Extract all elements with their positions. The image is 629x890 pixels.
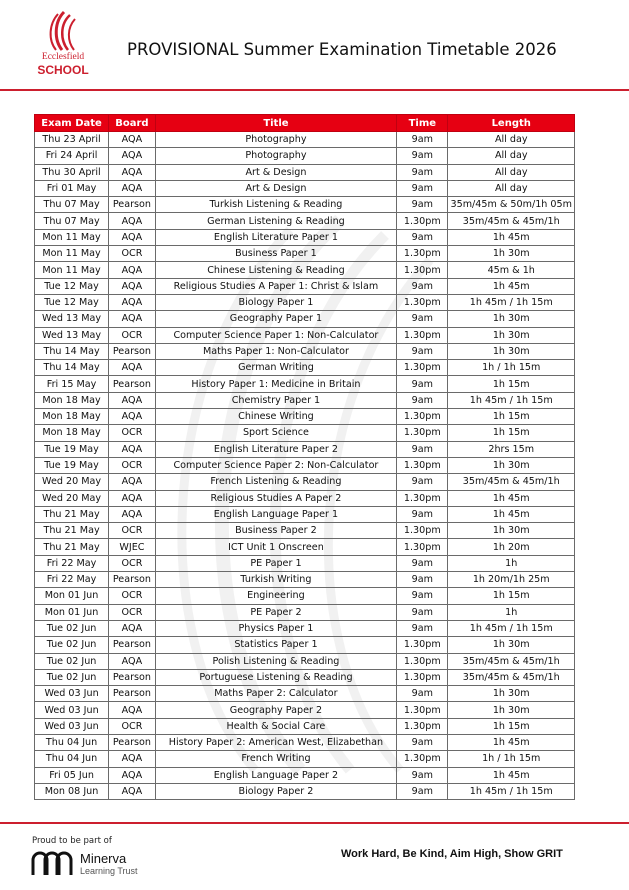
board-cell: AQA [109, 506, 156, 522]
board-cell: OCR [109, 327, 156, 343]
table-row [35, 555, 575, 571]
column-header-length: Length [448, 115, 575, 132]
exam-date-cell: Thu 21 May [35, 506, 109, 522]
table-row [35, 311, 575, 327]
table-row [35, 767, 575, 783]
exam-date-cell: Wed 13 May [35, 311, 109, 327]
table-row [35, 702, 575, 718]
table-row [35, 294, 575, 310]
time-cell: 9am [397, 572, 448, 588]
title-cell: ICT Unit 1 Onscreen [155, 539, 396, 555]
exam-date-cell: Tue 19 May [35, 441, 109, 457]
exam-date-cell: Tue 02 Jun [35, 620, 109, 636]
table-row [35, 180, 575, 196]
board-cell: AQA [109, 620, 156, 636]
board-cell: AQA [109, 180, 156, 196]
time-cell: 9am [397, 686, 448, 702]
board-cell: AQA [109, 751, 156, 767]
table-row [35, 262, 575, 278]
exam-timetable [34, 114, 575, 800]
table-row [35, 213, 575, 229]
time-cell: 1.30pm [397, 751, 448, 767]
school-logo [32, 10, 94, 80]
time-cell: 9am [397, 620, 448, 636]
time-cell: 1.30pm [397, 490, 448, 506]
exam-date-cell: Thu 21 May [35, 523, 109, 539]
time-cell: 9am [397, 311, 448, 327]
title-cell: Sport Science [155, 425, 396, 441]
time-cell: 1.30pm [397, 457, 448, 473]
length-cell: 1h / 1h 15m [448, 360, 575, 376]
title-cell: History Paper 2: American West, Elizabethan [155, 734, 396, 750]
table-row [35, 360, 575, 376]
trust-name: Minerva [80, 851, 127, 866]
length-cell: 1h 15m [448, 409, 575, 425]
title-cell: Physics Paper 1 [155, 620, 396, 636]
exam-date-cell: Thu 04 Jun [35, 734, 109, 750]
column-header-board: Board [109, 115, 156, 132]
exam-date-cell: Wed 03 Jun [35, 718, 109, 734]
length-cell: 35m/45m & 45m/1h [448, 653, 575, 669]
table-row [35, 197, 575, 213]
board-cell: AQA [109, 702, 156, 718]
time-cell: 1.30pm [397, 409, 448, 425]
title-cell: French Listening & Reading [155, 474, 396, 490]
time-cell: 1.30pm [397, 523, 448, 539]
time-cell: 1.30pm [397, 294, 448, 310]
length-cell: 1h 45m / 1h 15m [448, 620, 575, 636]
title-cell: Photography [155, 132, 396, 148]
exam-date-cell: Fri 05 Jun [35, 767, 109, 783]
title-cell: Religious Studies A Paper 1: Christ & Islam [155, 278, 396, 294]
length-cell: 1h 15m [448, 718, 575, 734]
title-cell: German Writing [155, 360, 396, 376]
exam-date-cell: Tue 19 May [35, 457, 109, 473]
exam-date-cell: Fri 01 May [35, 180, 109, 196]
title-cell: Maths Paper 2: Calculator [155, 686, 396, 702]
length-cell: 1h 30m [448, 702, 575, 718]
title-cell: Health & Social Care [155, 718, 396, 734]
length-cell: 1h 30m [448, 457, 575, 473]
title-cell: Statistics Paper 1 [155, 637, 396, 653]
board-cell: OCR [109, 246, 156, 262]
column-header-exam-date: Exam Date [35, 115, 109, 132]
board-cell: Pearson [109, 734, 156, 750]
table-row [35, 376, 575, 392]
proud-text: Proud to be part of [32, 836, 112, 846]
table-row [35, 457, 575, 473]
title-cell: Turkish Writing [155, 572, 396, 588]
title-cell: English Literature Paper 2 [155, 441, 396, 457]
time-cell: 1.30pm [397, 360, 448, 376]
exam-date-cell: Thu 30 April [35, 164, 109, 180]
time-cell: 9am [397, 229, 448, 245]
length-cell: All day [448, 132, 575, 148]
exam-date-cell: Mon 11 May [35, 246, 109, 262]
title-cell: History Paper 1: Medicine in Britain [155, 376, 396, 392]
exam-date-cell: Mon 01 Jun [35, 604, 109, 620]
length-cell: 1h [448, 555, 575, 571]
length-cell: 1h 45m [448, 229, 575, 245]
board-cell: AQA [109, 767, 156, 783]
table-row [35, 343, 575, 359]
table-row [35, 490, 575, 506]
title-cell: Chemistry Paper 1 [155, 392, 396, 408]
time-cell: 1.30pm [397, 653, 448, 669]
length-cell: 1h 45m / 1h 15m [448, 294, 575, 310]
board-cell: AQA [109, 229, 156, 245]
table-row [35, 653, 575, 669]
title-cell: Engineering [155, 588, 396, 604]
time-cell: 9am [397, 588, 448, 604]
board-cell: AQA [109, 360, 156, 376]
table-header-row [35, 115, 575, 132]
length-cell: 1h 15m [448, 425, 575, 441]
exam-date-cell: Wed 20 May [35, 490, 109, 506]
exam-date-cell: Tue 02 Jun [35, 653, 109, 669]
board-cell: AQA [109, 294, 156, 310]
table-row [35, 148, 575, 164]
title-cell: Photography [155, 148, 396, 164]
time-cell: 9am [397, 164, 448, 180]
title-cell: Geography Paper 1 [155, 311, 396, 327]
title-cell: Religious Studies A Paper 2 [155, 490, 396, 506]
board-cell: Pearson [109, 686, 156, 702]
exam-date-cell: Wed 13 May [35, 327, 109, 343]
board-cell: AQA [109, 148, 156, 164]
exam-date-cell: Mon 01 Jun [35, 588, 109, 604]
length-cell: 1h 45m [448, 490, 575, 506]
minerva-mark-icon [31, 850, 75, 876]
title-cell: Polish Listening & Reading [155, 653, 396, 669]
board-cell: AQA [109, 474, 156, 490]
table-row [35, 327, 575, 343]
table-row [35, 783, 575, 799]
board-cell: OCR [109, 425, 156, 441]
length-cell: 35m/45m & 50m/1h 05m [448, 197, 575, 213]
board-cell: AQA [109, 132, 156, 148]
time-cell: 9am [397, 783, 448, 799]
length-cell: All day [448, 180, 575, 196]
exam-date-cell: Wed 03 Jun [35, 702, 109, 718]
board-cell: AQA [109, 164, 156, 180]
table-row [35, 718, 575, 734]
title-cell: Portuguese Listening & Reading [155, 669, 396, 685]
column-header-time: Time [397, 115, 448, 132]
exam-date-cell: Fri 24 April [35, 148, 109, 164]
table-row [35, 278, 575, 294]
length-cell: All day [448, 148, 575, 164]
exam-date-cell: Mon 18 May [35, 425, 109, 441]
length-cell: 35m/45m & 45m/1h [448, 669, 575, 685]
time-cell: 9am [397, 343, 448, 359]
title-cell: Biology Paper 2 [155, 783, 396, 799]
length-cell: 1h 30m [448, 637, 575, 653]
exam-date-cell: Thu 07 May [35, 197, 109, 213]
table-row [35, 588, 575, 604]
title-cell: English Language Paper 2 [155, 767, 396, 783]
board-cell: AQA [109, 490, 156, 506]
exam-date-cell: Fri 22 May [35, 555, 109, 571]
column-header-title: Title [155, 115, 396, 132]
time-cell: 9am [397, 376, 448, 392]
length-cell: 1h 30m [448, 246, 575, 262]
table-row [35, 506, 575, 522]
title-cell: Art & Design [155, 180, 396, 196]
time-cell: 9am [397, 197, 448, 213]
title-cell: English Literature Paper 1 [155, 229, 396, 245]
table-row [35, 246, 575, 262]
time-cell: 9am [397, 555, 448, 571]
time-cell: 1.30pm [397, 702, 448, 718]
board-cell: Pearson [109, 376, 156, 392]
page-header [0, 0, 629, 92]
board-cell: AQA [109, 392, 156, 408]
length-cell: All day [448, 164, 575, 180]
table-row [35, 637, 575, 653]
table-row [35, 572, 575, 588]
board-cell: OCR [109, 604, 156, 620]
board-cell: OCR [109, 588, 156, 604]
exam-date-cell: Fri 22 May [35, 572, 109, 588]
footer-divider [0, 822, 629, 824]
school-town-name: Ecclesfield [41, 52, 85, 62]
length-cell: 1h 45m / 1h 15m [448, 783, 575, 799]
length-cell: 1h 30m [448, 523, 575, 539]
table-row [35, 441, 575, 457]
time-cell: 1.30pm [397, 637, 448, 653]
school-word: SCHOOL [37, 63, 89, 77]
time-cell: 1.30pm [397, 539, 448, 555]
title-cell: PE Paper 1 [155, 555, 396, 571]
title-cell: Turkish Listening & Reading [155, 197, 396, 213]
length-cell: 35m/45m & 45m/1h [448, 474, 575, 490]
title-cell: Chinese Listening & Reading [155, 262, 396, 278]
length-cell: 1h 20m [448, 539, 575, 555]
board-cell: OCR [109, 457, 156, 473]
time-cell: 9am [397, 132, 448, 148]
time-cell: 9am [397, 506, 448, 522]
exam-date-cell: Wed 20 May [35, 474, 109, 490]
school-motto: Work Hard, Be Kind, Aim High, Show GRIT [341, 848, 563, 860]
board-cell: AQA [109, 278, 156, 294]
length-cell: 35m/45m & 45m/1h [448, 213, 575, 229]
table-row [35, 474, 575, 490]
time-cell: 9am [397, 148, 448, 164]
time-cell: 1.30pm [397, 262, 448, 278]
exam-date-cell: Mon 08 Jun [35, 783, 109, 799]
exam-date-cell: Mon 11 May [35, 262, 109, 278]
board-cell: AQA [109, 653, 156, 669]
time-cell: 9am [397, 604, 448, 620]
length-cell: 1h 15m [448, 376, 575, 392]
table-row [35, 604, 575, 620]
length-cell: 1h 15m [448, 588, 575, 604]
board-cell: AQA [109, 409, 156, 425]
exam-date-cell: Mon 11 May [35, 229, 109, 245]
header-divider [0, 89, 629, 91]
length-cell: 2hrs 15m [448, 441, 575, 457]
table-row [35, 164, 575, 180]
table-row [35, 669, 575, 685]
length-cell: 1h [448, 604, 575, 620]
length-cell: 1h 45m [448, 278, 575, 294]
board-cell: OCR [109, 718, 156, 734]
title-cell: Geography Paper 2 [155, 702, 396, 718]
exam-date-cell: Tue 12 May [35, 278, 109, 294]
exam-date-cell: Tue 12 May [35, 294, 109, 310]
exam-date-cell: Fri 15 May [35, 376, 109, 392]
length-cell: 1h 45m [448, 767, 575, 783]
table-row [35, 392, 575, 408]
table-body [35, 132, 575, 800]
length-cell: 1h 20m/1h 25m [448, 572, 575, 588]
title-cell: German Listening & Reading [155, 213, 396, 229]
page-footer [0, 822, 629, 890]
exam-date-cell: Thu 14 May [35, 360, 109, 376]
title-cell: Computer Science Paper 2: Non-Calculator [155, 457, 396, 473]
board-cell: AQA [109, 441, 156, 457]
length-cell: 1h / 1h 15m [448, 751, 575, 767]
time-cell: 9am [397, 474, 448, 490]
time-cell: 1.30pm [397, 327, 448, 343]
time-cell: 1.30pm [397, 425, 448, 441]
board-cell: AQA [109, 213, 156, 229]
exam-date-cell: Mon 18 May [35, 392, 109, 408]
title-cell: Biology Paper 1 [155, 294, 396, 310]
length-cell: 1h 45m [448, 506, 575, 522]
time-cell: 9am [397, 392, 448, 408]
time-cell: 9am [397, 734, 448, 750]
board-cell: AQA [109, 262, 156, 278]
table-row [35, 229, 575, 245]
table-row [35, 409, 575, 425]
table-row [35, 523, 575, 539]
length-cell: 1h 30m [448, 311, 575, 327]
time-cell: 9am [397, 441, 448, 457]
table-row [35, 132, 575, 148]
exam-date-cell: Thu 21 May [35, 539, 109, 555]
time-cell: 1.30pm [397, 213, 448, 229]
time-cell: 9am [397, 278, 448, 294]
title-cell: French Writing [155, 751, 396, 767]
length-cell: 1h 45m [448, 734, 575, 750]
time-cell: 1.30pm [397, 246, 448, 262]
board-cell: OCR [109, 523, 156, 539]
table-row [35, 734, 575, 750]
board-cell: Pearson [109, 343, 156, 359]
title-cell: PE Paper 2 [155, 604, 396, 620]
board-cell: OCR [109, 555, 156, 571]
length-cell: 45m & 1h [448, 262, 575, 278]
board-cell: AQA [109, 311, 156, 327]
board-cell: Pearson [109, 669, 156, 685]
time-cell: 9am [397, 767, 448, 783]
exam-date-cell: Thu 14 May [35, 343, 109, 359]
exam-date-cell: Tue 02 Jun [35, 637, 109, 653]
exam-date-cell: Thu 04 Jun [35, 751, 109, 767]
length-cell: 1h 30m [448, 343, 575, 359]
length-cell: 1h 30m [448, 686, 575, 702]
table-row [35, 751, 575, 767]
exam-date-cell: Tue 02 Jun [35, 669, 109, 685]
board-cell: Pearson [109, 197, 156, 213]
exam-date-cell: Mon 18 May [35, 409, 109, 425]
board-cell: Pearson [109, 637, 156, 653]
title-cell: Maths Paper 1: Non-Calculator [155, 343, 396, 359]
table-row [35, 425, 575, 441]
title-cell: Art & Design [155, 164, 396, 180]
time-cell: 1.30pm [397, 718, 448, 734]
title-cell: English Language Paper 1 [155, 506, 396, 522]
title-cell: Chinese Writing [155, 409, 396, 425]
page-title: PROVISIONAL Summer Examination Timetable 2026 [127, 40, 557, 59]
trust-subtitle: Learning Trust [80, 866, 138, 876]
time-cell: 1.30pm [397, 669, 448, 685]
ecclesfield-arc-logo-icon [32, 10, 94, 54]
table-row [35, 620, 575, 636]
board-cell: WJEC [109, 539, 156, 555]
table-row [35, 686, 575, 702]
table-row [35, 539, 575, 555]
exam-date-cell: Thu 23 April [35, 132, 109, 148]
length-cell: 1h 30m [448, 327, 575, 343]
exam-date-cell: Thu 07 May [35, 213, 109, 229]
time-cell: 9am [397, 180, 448, 196]
board-cell: Pearson [109, 572, 156, 588]
board-cell: AQA [109, 783, 156, 799]
title-cell: Business Paper 2 [155, 523, 396, 539]
length-cell: 1h 45m / 1h 15m [448, 392, 575, 408]
title-cell: Business Paper 1 [155, 246, 396, 262]
title-cell: Computer Science Paper 1: Non-Calculator [155, 327, 396, 343]
exam-date-cell: Wed 03 Jun [35, 686, 109, 702]
